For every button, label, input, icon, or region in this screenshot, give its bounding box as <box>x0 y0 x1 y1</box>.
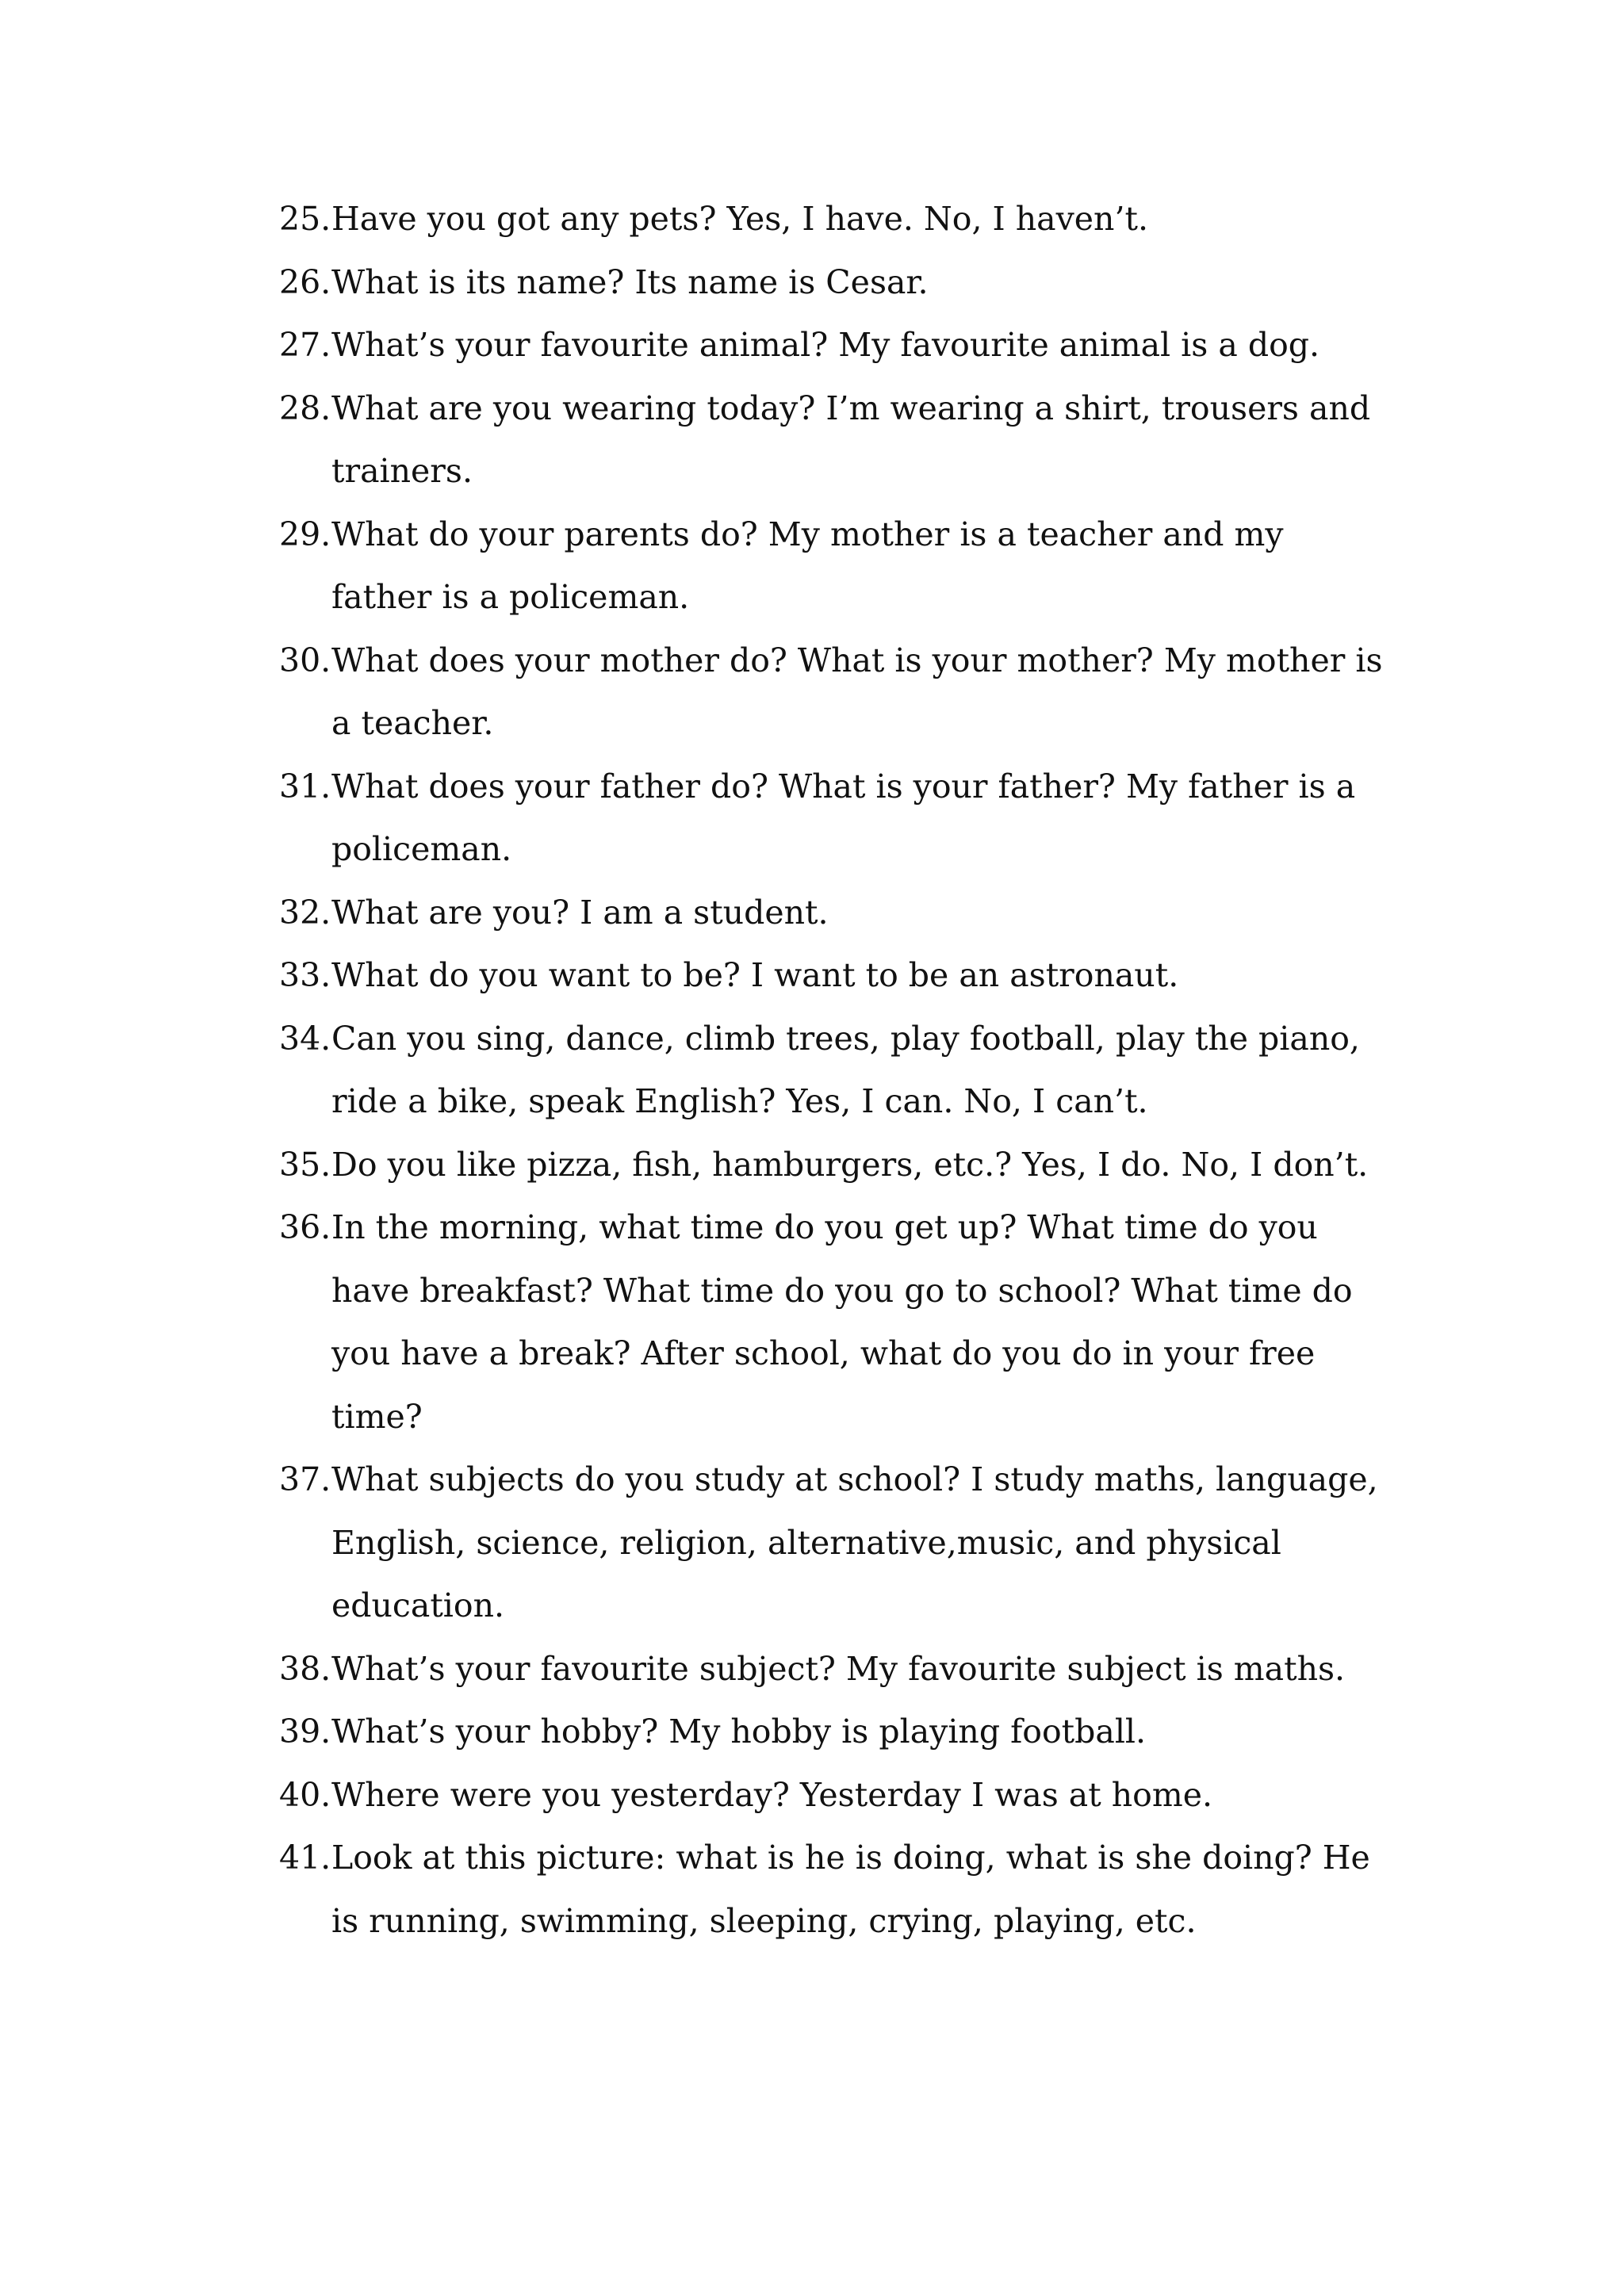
item-number: 38. <box>279 1649 331 1688</box>
item-text: What do your parents do? My mother is a teacher and my father is a policeman. <box>331 515 1284 616</box>
item-text: What do you want to be? I want to be an astronaut. <box>331 956 1179 994</box>
item-number: 30. <box>279 641 331 679</box>
item-text: What’s your favourite animal? My favourite animal is a dog. <box>331 326 1320 364</box>
item-number: 31. <box>279 767 331 806</box>
item-number: 41. <box>279 1839 331 1877</box>
item-text: Have you got any pets? Yes, I have. No, I haven’t. <box>331 200 1148 238</box>
item-text: What are you wearing today? I’m wearing a shirt, trousers and trainers. <box>331 388 1371 490</box>
list-item <box>279 1196 1389 1448</box>
item-number: 28. <box>279 388 331 427</box>
list-item <box>279 1448 1389 1638</box>
list-item <box>279 251 1389 315</box>
list-item <box>279 629 1389 756</box>
list-item <box>279 188 1389 251</box>
item-text: What does your father do? What is your father? My father is a policeman. <box>331 767 1356 868</box>
list-item <box>279 1134 1389 1197</box>
list-item <box>279 756 1389 882</box>
item-number: 25. <box>279 200 331 238</box>
item-number: 39. <box>279 1712 331 1751</box>
item-number: 34. <box>279 1019 331 1058</box>
item-text: What’s your hobby? My hobby is playing football. <box>331 1712 1147 1751</box>
item-number: 35. <box>279 1145 331 1184</box>
item-number: 26. <box>279 262 331 301</box>
list-item <box>279 944 1389 1008</box>
item-text: What subjects do you study at school? I study maths, language, English, science, religion, alternative,music, and physical education. <box>331 1460 1378 1624</box>
list-item <box>279 1827 1389 1953</box>
item-text: In the morning, what time do you get up? What time do you have breakfast? What time do you go to school? What time do you have a break? After school, what do you do in your free time? <box>331 1208 1353 1436</box>
item-text: What are you? I am a student. <box>331 893 829 932</box>
item-number: 29. <box>279 515 331 553</box>
list-item <box>279 1008 1389 1134</box>
list-item <box>279 1764 1389 1827</box>
list-item <box>279 314 1389 377</box>
item-number: 33. <box>279 956 331 994</box>
item-text: What is its name? Its name is Cesar. <box>331 262 929 301</box>
item-text: Can you sing, dance, climb trees, play football, play the piano, ride a bike, speak English? Yes, I can. No, I can’t. <box>331 1019 1360 1120</box>
item-text: What’s your favourite subject? My favourite subject is maths. <box>331 1649 1346 1688</box>
list-item <box>279 1701 1389 1764</box>
list-item <box>279 503 1389 629</box>
list-item <box>279 1638 1389 1701</box>
list-item <box>279 882 1389 945</box>
list-item <box>279 377 1389 503</box>
item-text: Look at this picture: what is he is doing, what is she doing? He is running, swimming, sleeping, crying, playing, etc. <box>331 1839 1370 1940</box>
item-number: 40. <box>279 1775 331 1814</box>
item-text: Do you like pizza, fish, hamburgers, etc.? Yes, I do. No, I don’t. <box>331 1145 1369 1184</box>
item-text: Where were you yesterday? Yesterday I was at home. <box>331 1775 1213 1814</box>
item-number: 32. <box>279 893 331 932</box>
item-number: 27. <box>279 326 331 364</box>
question-answer-list <box>279 188 1389 1953</box>
item-number: 37. <box>279 1460 331 1498</box>
item-number: 36. <box>279 1208 331 1246</box>
item-text: What does your mother do? What is your mother? My mother is a teacher. <box>331 641 1383 742</box>
